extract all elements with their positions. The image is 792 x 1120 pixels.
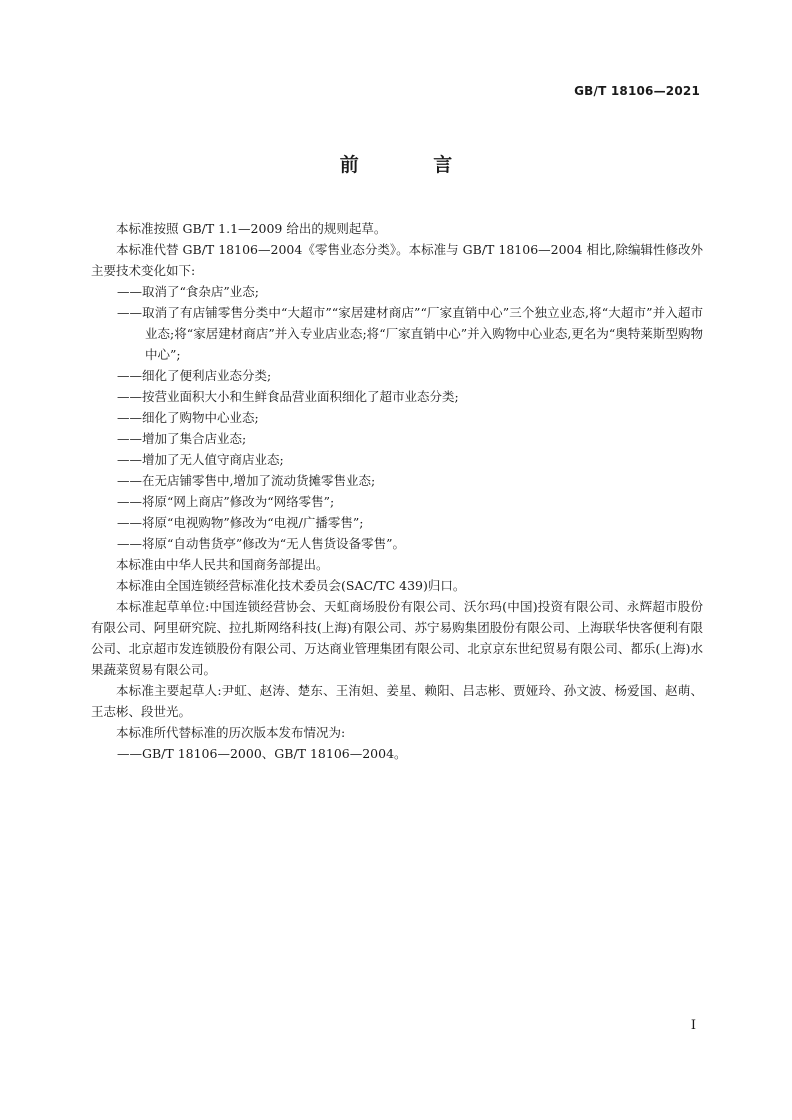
foreword-body <box>91 218 703 764</box>
list-item: ——将原“自动售货亭”修改为“无人售货设备零售”。 <box>117 536 406 551</box>
paragraph-replacement: 本标准代替 GB/T 18106—2004《零售业态分类》。本标准与 GB/T 18106—2004 相比,除编辑性修改外主要技术变化如下: <box>91 242 703 278</box>
list-item: ——将原“网上商店”修改为“网络零售”; <box>117 494 335 509</box>
list-item: ——增加了无人值守商店业态; <box>117 452 284 467</box>
list-item: ——取消了有店铺零售分类中“大超市”“家居建材商店”“厂家直销中心”三个独立业态,将“大超市”并入超市业态;将“家居建材商店”并入专业店业态;将“厂家直销中心”并入购物中心业态,更名为“奥特莱斯型购物中心”; <box>117 305 703 362</box>
page-title: 前 言 <box>339 154 487 176</box>
page-number: I <box>690 1018 696 1033</box>
paragraph-proposer: 本标准由中华人民共和国商务部提出。 <box>116 557 329 572</box>
list-item: ——细化了便利店业态分类; <box>117 368 272 383</box>
list-item-history: ——GB/T 18106—2000、GB/T 18106—2004。 <box>117 746 407 761</box>
standard-code: GB/T 18106—2021 <box>574 84 700 98</box>
paragraph-drafters: 本标准主要起草人:尹虹、赵涛、楚东、王洧妲、姜星、赖阳、吕志彬、贾娅玲、孙文波、杨爱国、赵萌、王志彬、段世光。 <box>91 683 703 719</box>
paragraph-committee: 本标准由全国连锁经营标准化技术委员会(SAC/TC 439)归口。 <box>116 578 466 593</box>
paragraph-drafting-units: 本标准起草单位:中国连锁经营协会、天虹商场股份有限公司、沃尔玛(中国)投资有限公司、永辉超市股份有限公司、阿里研究院、拉扎斯网络科技(上海)有限公司、苏宁易购集团股份有限公司、上海联华快客便利有限公司、北京超市发连锁股份有限公司、万达商业管理集团有限公司、北京京东世纪贸易有限公司、都乐(上海)水果蔬菜贸易有限公司。 <box>91 599 703 677</box>
paragraph-history-intro: 本标准所代替标准的历次版本发布情况为: <box>116 725 346 740</box>
list-item: ——细化了购物中心业态; <box>117 410 259 425</box>
list-item: ——取消了“食杂店”业态; <box>117 284 259 299</box>
paragraph-drafting-rules: 本标准按照 GB/T 1.1—2009 给出的规则起草。 <box>116 221 387 236</box>
list-item: ——将原“电视购物”修改为“电视/广播零售”; <box>117 515 364 530</box>
list-item: ——增加了集合店业态; <box>117 431 247 446</box>
list-item: ——在无店铺零售中,增加了流动货摊零售业态; <box>117 473 376 488</box>
list-item: ——按营业面积大小和生鲜食品营业面积细化了超市业态分类; <box>117 389 459 404</box>
